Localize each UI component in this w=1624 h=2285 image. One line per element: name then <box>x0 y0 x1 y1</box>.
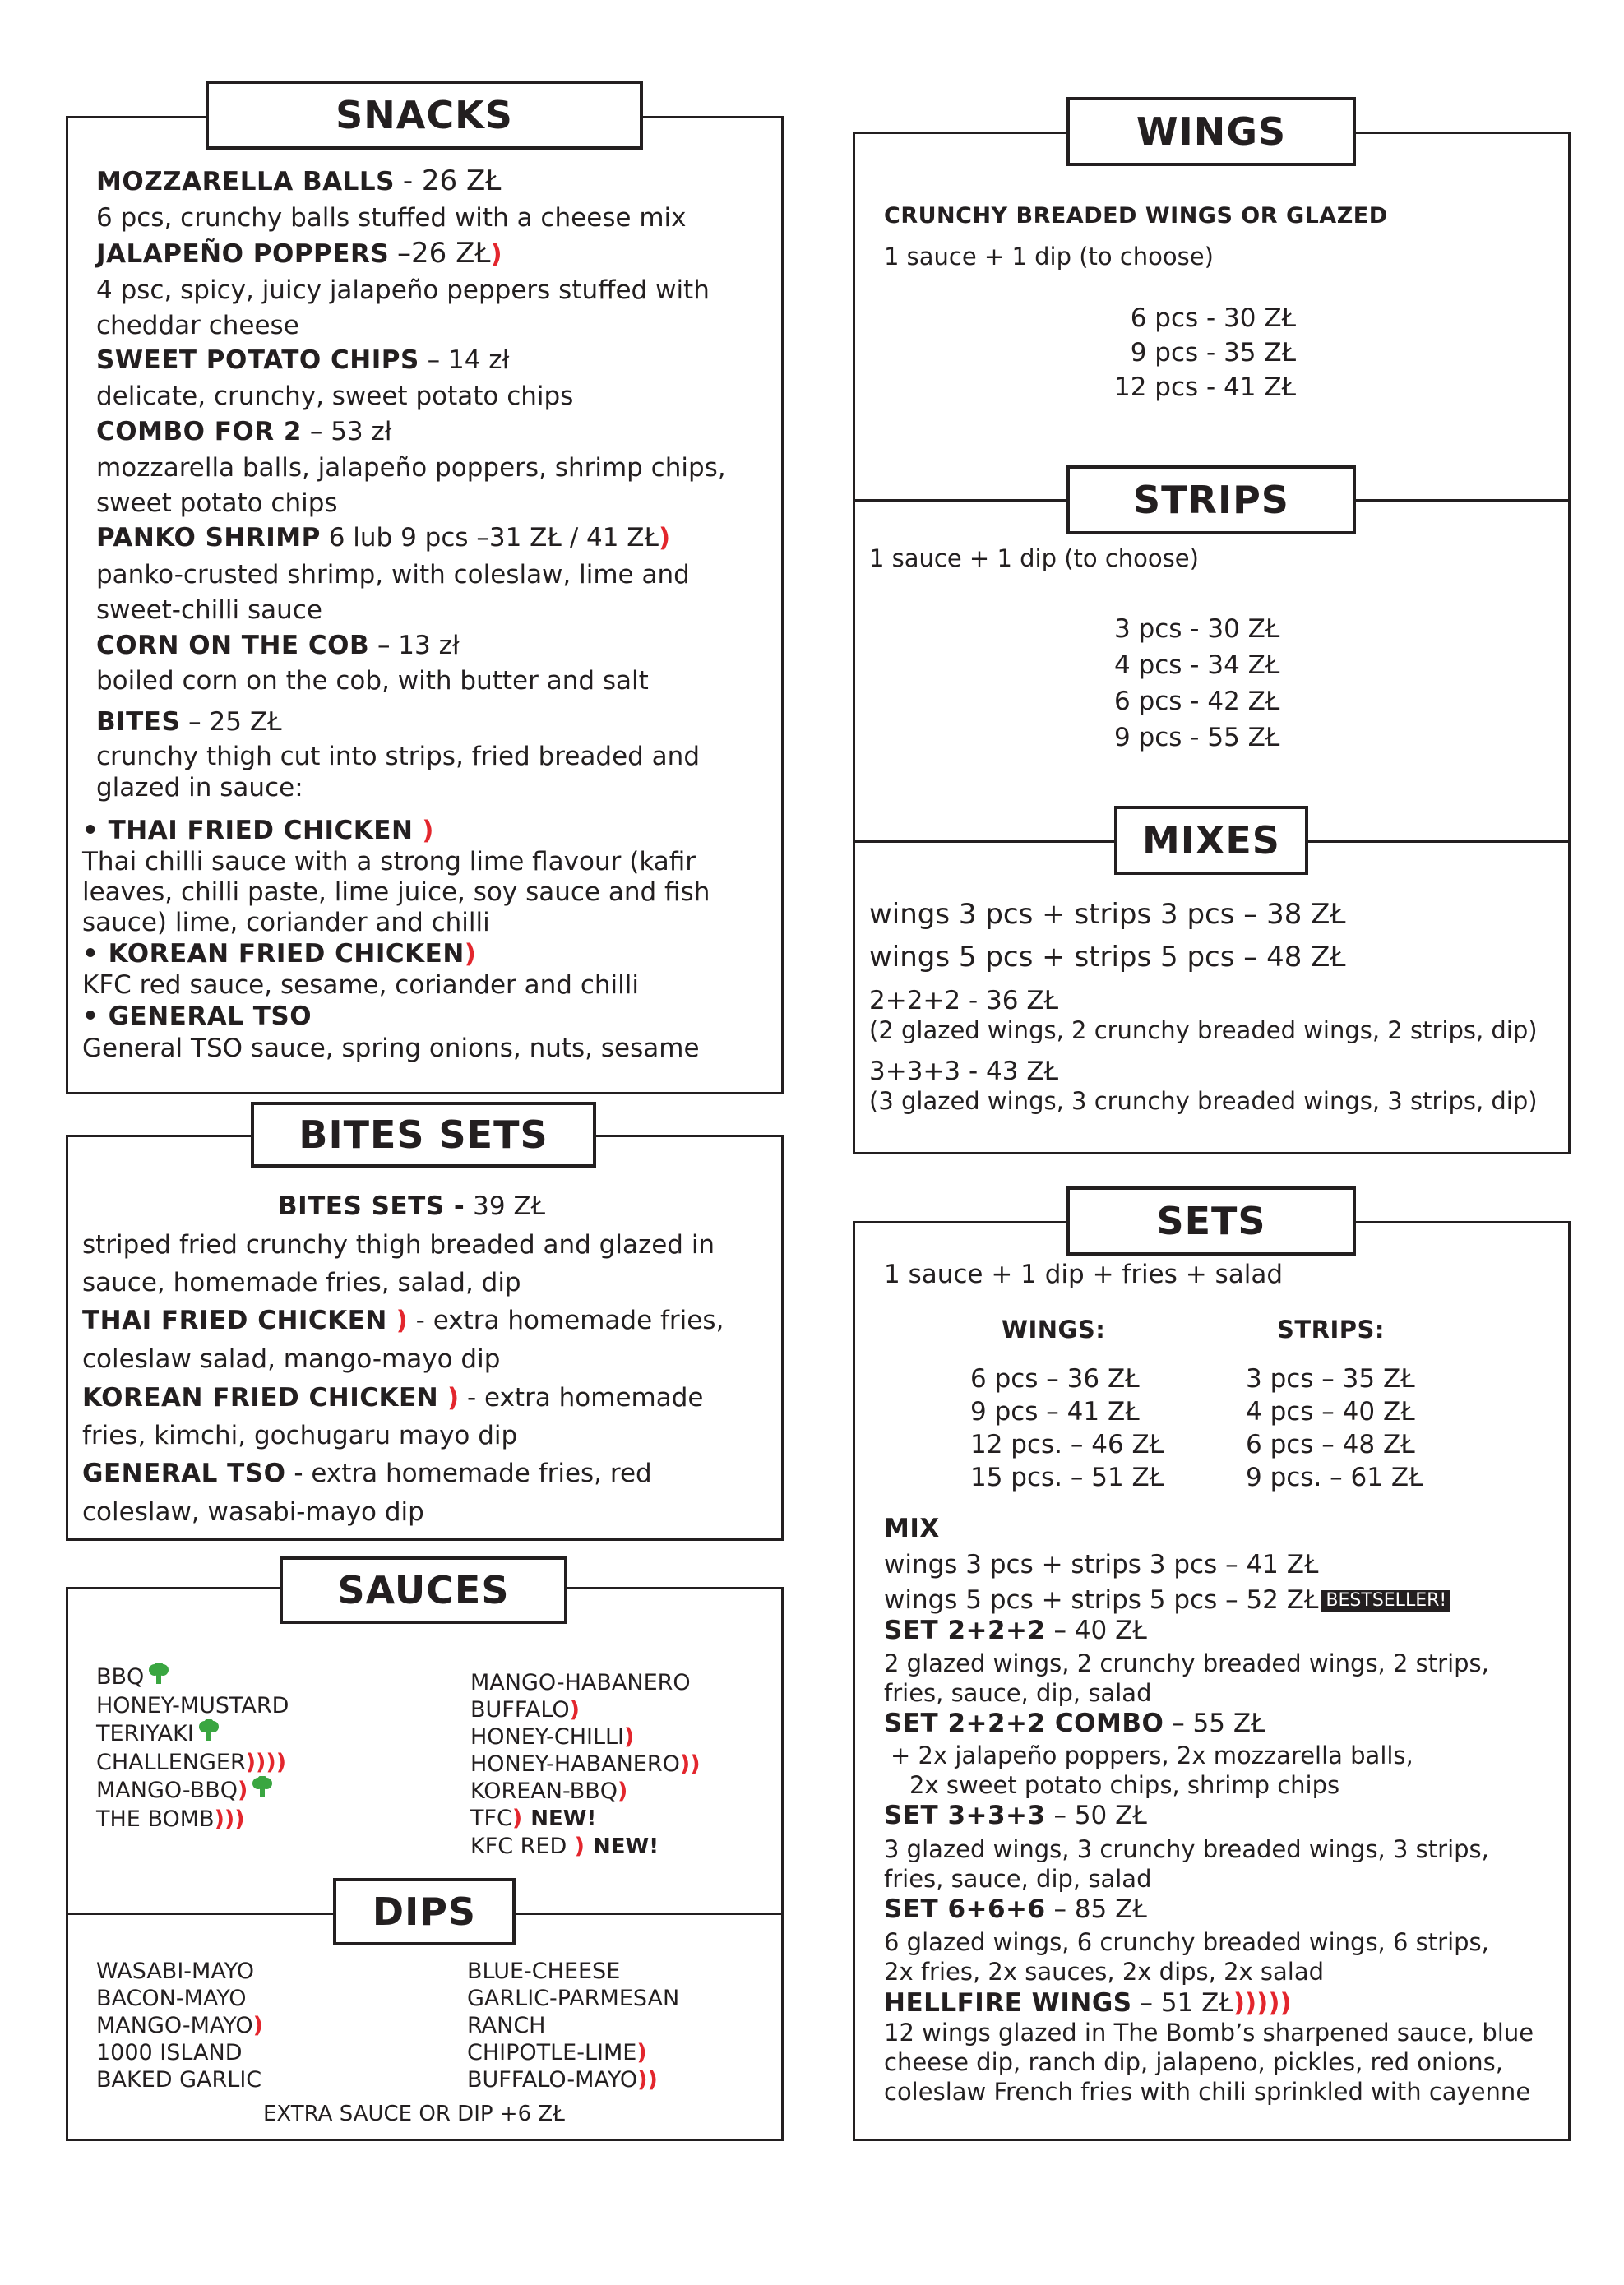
bites-sets-thai-name: THAI FRIED CHICKEN <box>82 1306 387 1335</box>
snack-jalapeno-name: JALAPEÑO POPPERS <box>96 239 390 269</box>
chili-icon: ) <box>511 1806 523 1831</box>
chili-icon: ) <box>386 1306 408 1335</box>
broccoli-icon <box>250 1776 275 1806</box>
bites-korean <box>82 940 476 968</box>
snack-panko <box>96 524 670 552</box>
chili-icon: ) <box>624 1724 635 1750</box>
dip-mango-mayo: MANGO-MAYO) <box>96 2013 263 2038</box>
set-222-combo: SET 2+2+2 COMBO – 55 ZŁ <box>884 1709 1265 1738</box>
dip-1000-island: 1000 ISLAND <box>96 2040 243 2065</box>
chili-icon: )))) <box>245 1750 287 1775</box>
hellfire-desc-1: 12 wings glazed in The Bomb’s sharpened sauce, blue <box>884 2019 1534 2047</box>
snack-jalapeno-price: –26 ZŁ <box>397 237 491 270</box>
chili-icon: ) <box>636 2040 647 2065</box>
chili-icon: ) <box>237 1778 248 1803</box>
snack-combo-price: – 53 zł <box>309 417 392 446</box>
dips-title: DIPS <box>333 1878 516 1945</box>
sauce-honey-habanero: HONEY-HABANERO)) <box>470 1751 701 1777</box>
sets-mix-head: MIX <box>884 1514 940 1543</box>
snack-mozzarella-price: - 26 ZŁ <box>402 164 502 197</box>
snack-combo-name: COMBO FOR 2 <box>96 417 302 446</box>
dip-bacon-mayo: BACON-MAYO <box>96 1986 247 2011</box>
snack-sweet-potato-desc: delicate, crunchy, sweet potato chips <box>96 382 574 411</box>
sauce-mango-bbq: MANGO-BBQ) <box>96 1776 289 1806</box>
sauce-tfc: TFC) NEW! <box>470 1806 597 1831</box>
chili-icon: ) <box>618 1779 628 1804</box>
chili-icon: ) <box>490 239 502 269</box>
dips-left-list <box>96 1958 263 2093</box>
wings-note: 1 sauce + 1 dip (to choose) <box>884 243 1214 271</box>
chili-icon: ))) <box>214 1806 245 1832</box>
sets-strips-4: 4 pcs – 40 ZŁ <box>1246 1397 1415 1427</box>
bites-general-desc: General TSO sauce, spring onions, nuts, sesame <box>82 1034 700 1063</box>
snack-bites-desc-1: crunchy thigh cut into strips, fried breaded and <box>96 742 700 771</box>
sauce-korean-bbq: KOREAN-BBQ) <box>470 1779 628 1804</box>
bites-thai-name: • THAI FRIED CHICKEN <box>82 816 414 845</box>
chili-icon: )) <box>637 2067 658 2093</box>
dip-baked-garlic: BAKED GARLIC <box>96 2067 262 2093</box>
set-222-combo-desc-1: + 2x jalapeño poppers, 2x mozzarella balls, <box>891 1742 1413 1769</box>
strips-note: 1 sauce + 1 dip (to choose) <box>869 544 1199 572</box>
sets-wings-list <box>970 1362 1164 1494</box>
chili-icon: ))))) <box>1233 1988 1292 2018</box>
sauce-challenger: CHALLENGER)))) <box>96 1750 287 1775</box>
bites-sets-korean-desc-2: fries, kimchi, gochugaru mayo dip <box>82 1421 518 1450</box>
snack-bites <box>96 708 282 736</box>
sauce-kfc-red: KFC RED ) NEW! <box>470 1834 659 1859</box>
set-333-desc-2: fries, sauce, dip, salad <box>884 1865 1152 1893</box>
mixes-line-4-desc: (3 glazed wings, 3 crunchy breaded wings, 3 strips, dip) <box>869 1087 1538 1115</box>
sets-strips-head: STRIPS: <box>1277 1316 1386 1344</box>
chili-icon: ) <box>413 816 434 845</box>
snack-jalapeno <box>96 238 502 269</box>
wings-subtitle: CRUNCHY BREADED WINGS OR GLAZED <box>884 203 1388 229</box>
strips-price-6: 6 pcs - 42 ZŁ <box>1114 687 1280 716</box>
snack-corn-desc: boiled corn on the cob, with butter and salt <box>96 666 649 696</box>
sets-mix-1: wings 3 pcs + strips 3 pcs – 41 ZŁ <box>884 1550 1319 1580</box>
chili-icon: ) <box>567 1834 585 1859</box>
snack-corn-name: CORN ON THE COB <box>96 631 370 660</box>
sets-strips-9: 9 pcs. – 61 ZŁ <box>1246 1463 1423 1492</box>
mixes-line-4: 3+3+3 - 43 ZŁ <box>869 1057 1058 1086</box>
snack-corn <box>96 631 460 659</box>
bites-sets-general-desc-2: coleslaw, wasabi-mayo dip <box>82 1497 424 1527</box>
wings-price-9: 9 pcs - 35 ZŁ <box>1130 338 1297 368</box>
snack-jalapeno-desc-2: cheddar cheese <box>96 311 299 340</box>
mixes-title: MIXES <box>1114 806 1308 875</box>
snack-panko-desc-1: panko-crusted shrimp, with coleslaw, lime and <box>96 560 690 590</box>
sets-strips-3: 3 pcs – 35 ZŁ <box>1246 1364 1415 1394</box>
bites-sets-head <box>278 1192 545 1220</box>
sets-mix-2: wings 5 pcs + strips 5 pcs – 52 ZŁ BESTSELLER! <box>884 1586 1450 1614</box>
snack-panko-name: PANKO SHRIMP <box>96 523 321 553</box>
strips-price-3: 3 pcs - 30 ZŁ <box>1114 614 1280 644</box>
wings-price-12: 12 pcs - 41 ZŁ <box>1114 372 1297 402</box>
bites-sets-thai-desc-1: - extra homemade fries, <box>415 1306 724 1335</box>
wings-price-6: 6 pcs - 30 ZŁ <box>1130 303 1297 333</box>
snack-corn-price: – 13 zł <box>377 631 460 660</box>
extra-sauce-note: EXTRA SAUCE OR DIP +6 ZŁ <box>263 2102 565 2126</box>
bites-sets-korean <box>82 1384 704 1412</box>
bites-general-name: • GENERAL TSO <box>82 1001 312 1031</box>
strips-title: STRIPS <box>1066 465 1356 534</box>
bites-sets-korean-desc-1: - extra homemade <box>467 1383 704 1413</box>
sets-note: 1 sauce + 1 dip + fries + salad <box>884 1260 1284 1289</box>
sets-strips-list <box>1246 1362 1423 1494</box>
set-222-desc-1: 2 glazed wings, 2 crunchy breaded wings, 2 strips, <box>884 1649 1489 1677</box>
sets-wings-15: 15 pcs. – 51 ZŁ <box>970 1463 1164 1492</box>
snack-mozzarella-name: MOZZARELLA BALLS <box>96 167 395 197</box>
sauce-buffalo: BUFFALO) <box>470 1697 581 1723</box>
set-222-desc-2: fries, sauce, dip, salad <box>884 1679 1152 1707</box>
bites-sets-title: BITES SETS <box>251 1102 596 1168</box>
bites-sets-thai-desc-2: coleslaw salad, mango-mayo dip <box>82 1344 501 1374</box>
broccoli-icon <box>146 1663 171 1692</box>
bestseller-badge: BESTSELLER! <box>1321 1590 1450 1612</box>
snack-mozzarella <box>96 166 501 197</box>
bites-thai-desc-1: Thai chilli sauce with a strong lime flavour (kafir <box>82 847 696 877</box>
set-222-combo-desc-2: 2x sweet potato chips, shrimp chips <box>909 1771 1340 1799</box>
hellfire-desc-3: coleslaw French fries with chili sprinkled with cayenne <box>884 2078 1531 2106</box>
sets-wings-12: 12 pcs. – 46 ZŁ <box>970 1430 1164 1459</box>
snack-jalapeno-desc-1: 4 psc, spicy, juicy jalapeño peppers stuffed with <box>96 275 710 305</box>
hellfire-wings: HELLFIRE WINGS – 51 ZŁ))))) <box>884 1988 1292 2018</box>
sets-wings-9: 9 pcs – 41 ZŁ <box>970 1397 1140 1427</box>
dip-chipotle-lime: CHIPOTLE-LIME) <box>467 2040 647 2065</box>
snack-panko-desc-2: sweet-chilli sauce <box>96 595 322 625</box>
chili-icon: ) <box>658 523 671 553</box>
snack-combo-desc-2: sweet potato chips <box>96 488 338 518</box>
sets-wings-head: WINGS: <box>1002 1316 1106 1344</box>
bites-sets-general-name: GENERAL TSO <box>82 1459 286 1488</box>
hellfire-desc-2: cheese dip, ranch dip, jalapeno, pickles, red onions, <box>884 2048 1503 2076</box>
bites-sets-desc-2: sauce, homemade fries, salad, dip <box>82 1268 521 1297</box>
bites-korean-desc: KFC red sauce, sesame, coriander and chilli <box>82 970 639 1000</box>
set-666-desc-2: 2x fries, 2x sauces, 2x dips, 2x salad <box>884 1958 1325 1986</box>
bites-sets-korean-name: KOREAN FRIED CHICKEN <box>82 1383 439 1413</box>
bites-sets-thai <box>82 1307 724 1334</box>
sets-wings-6: 6 pcs – 36 ZŁ <box>970 1364 1140 1394</box>
chili-icon: ) <box>569 1697 581 1723</box>
set-666-desc-1: 6 glazed wings, 6 crunchy breaded wings, 6 strips, <box>884 1928 1489 1956</box>
set-222: SET 2+2+2 – 40 ZŁ <box>884 1616 1147 1645</box>
snack-panko-price: 6 lub 9 pcs –31 ZŁ / 41 ZŁ <box>328 523 659 553</box>
strips-price-9: 9 pcs - 55 ZŁ <box>1114 723 1280 752</box>
mixes-line-3: 2+2+2 - 36 ZŁ <box>869 986 1058 1015</box>
strips-prices <box>1114 611 1279 756</box>
bites-sets-head-name: BITES SETS - <box>278 1191 465 1221</box>
bites-thai-desc-3: sauce) lime, coriander and chilli <box>82 908 490 937</box>
bites-thai <box>82 816 433 844</box>
chili-icon: )) <box>679 1751 701 1777</box>
new-badge: NEW! <box>530 1806 597 1831</box>
sauce-teriyaki: TERIYAKI <box>96 1719 289 1749</box>
sauces-title: SAUCES <box>280 1556 567 1624</box>
sets-strips-6: 6 pcs – 48 ZŁ <box>1246 1430 1415 1459</box>
dip-blue-cheese: BLUE-CHEESE <box>467 1959 621 1984</box>
dip-wasabi-mayo: WASABI-MAYO <box>96 1959 254 1984</box>
sauce-honey-chilli: HONEY-CHILLI) <box>470 1724 635 1750</box>
sets-title: SETS <box>1066 1186 1356 1256</box>
snack-combo-desc-1: mozzarella balls, jalapeño poppers, shrimp chips, <box>96 453 726 483</box>
dip-buffalo-mayo: BUFFALO-MAYO)) <box>467 2067 658 2093</box>
snack-combo <box>96 418 392 446</box>
chili-icon: ) <box>252 2013 263 2038</box>
sauce-bbq: BBQ <box>96 1663 289 1692</box>
chili-icon: ) <box>438 1383 460 1413</box>
chili-icon: ) <box>464 939 476 969</box>
wings-title: WINGS <box>1066 97 1356 166</box>
dips-right-list <box>467 1958 679 2093</box>
strips-price-4: 4 pcs - 34 ZŁ <box>1114 650 1280 680</box>
snack-bites-desc-2: glazed in sauce: <box>96 773 303 803</box>
snack-bites-price: – 25 ZŁ <box>188 707 282 737</box>
snack-sweet-potato <box>96 346 509 374</box>
sauces-left-list <box>96 1663 289 1833</box>
snack-mozzarella-desc: 6 pcs, crunchy balls stuffed with a cheese mix <box>96 203 687 233</box>
bites-general <box>82 1002 312 1030</box>
snack-sweet-potato-name: SWEET POTATO CHIPS <box>96 345 419 375</box>
bites-thai-desc-2: leaves, chilli paste, lime juice, soy sauce and fish <box>82 877 710 907</box>
bites-sets-general <box>82 1459 652 1487</box>
broccoli-icon <box>197 1719 221 1749</box>
new-badge: NEW! <box>593 1834 659 1859</box>
sauce-the-bomb: THE BOMB))) <box>96 1806 245 1832</box>
bites-sets-desc-1: striped fried crunchy thigh breaded and glazed in <box>82 1230 715 1260</box>
wings-prices <box>1114 301 1296 405</box>
mixes-line-3-desc: (2 glazed wings, 2 crunchy breaded wings, 2 strips, dip) <box>869 1016 1538 1044</box>
bites-sets-general-desc-1: - extra homemade fries, red <box>294 1459 652 1488</box>
sauce-honey-mustard: HONEY-MUSTARD <box>96 1693 289 1718</box>
snack-sweet-potato-price: – 14 zł <box>427 345 510 375</box>
set-666: SET 6+6+6 – 85 ZŁ <box>884 1894 1147 1924</box>
set-333: SET 3+3+3 – 50 ZŁ <box>884 1801 1147 1830</box>
set-333-desc-1: 3 glazed wings, 3 crunchy breaded wings, 3 strips, <box>884 1835 1489 1863</box>
dip-garlic-parmesan: GARLIC-PARMESAN <box>467 1986 680 2011</box>
bites-sets-head-price: 39 ZŁ <box>473 1191 546 1221</box>
mixes-line-2: wings 5 pcs + strips 5 pcs – 48 ZŁ <box>869 941 1346 974</box>
sauce-mango-habanero: MANGO-HABANERO <box>470 1670 691 1695</box>
dip-ranch: RANCH <box>467 2013 546 2038</box>
bites-korean-name: • KOREAN FRIED CHICKEN <box>82 939 465 969</box>
sauces-right-list <box>470 1669 701 1861</box>
snacks-title: SNACKS <box>206 81 643 150</box>
mixes-line-1: wings 3 pcs + strips 3 pcs – 38 ZŁ <box>869 898 1346 931</box>
snack-bites-name: BITES <box>96 707 181 737</box>
